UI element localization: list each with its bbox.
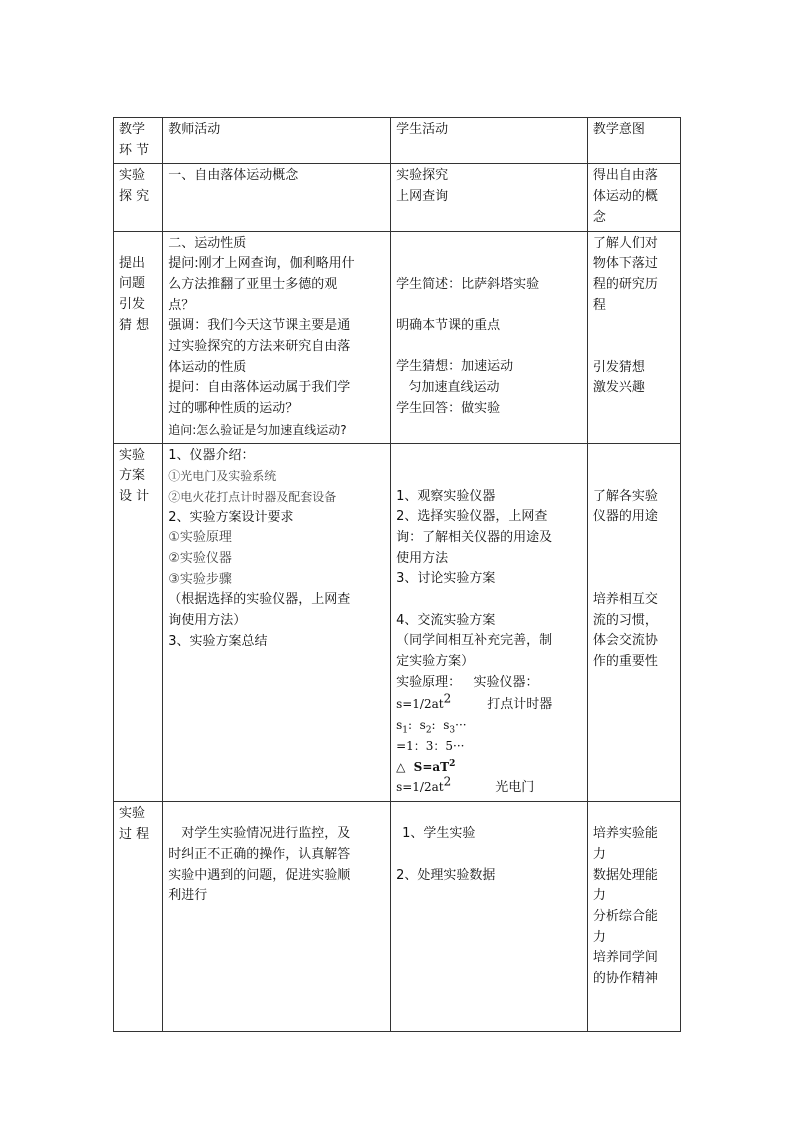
- intent-line: 力: [592, 929, 606, 945]
- header-teacher: [163, 118, 391, 164]
- student-line: 使用方法: [396, 550, 449, 566]
- teacher-line: 1、仪器介绍：: [168, 447, 255, 463]
- delta-formula: △ S=aT: [396, 759, 450, 774]
- stage-line: 实验: [119, 168, 146, 184]
- teacher-cell: [163, 443, 391, 802]
- stage-line: 猜 想: [119, 317, 150, 333]
- student-line: 明确本节课的重点: [396, 317, 501, 333]
- intent-line: 体会交流协: [592, 633, 658, 649]
- row-process: [114, 802, 681, 1032]
- header-teacher-label: 教师活动: [168, 122, 221, 137]
- stage-cell: [114, 802, 163, 1032]
- header-stage-line: 环 节: [119, 142, 150, 158]
- intent-line: 培养同学间: [592, 950, 658, 966]
- student-line: 4、交流实验方案: [396, 612, 496, 628]
- student-line: 实验探究: [396, 168, 449, 184]
- teacher-line: 么方法推翻了亚里士多德的观: [168, 276, 338, 292]
- student-cell: [391, 443, 588, 802]
- teacher-line: 点？: [168, 297, 195, 313]
- teacher-cell: [163, 802, 391, 1032]
- ratio-line: =1：3：5···: [396, 738, 465, 753]
- student-line: 3、讨论实验方案: [396, 571, 496, 587]
- teacher-line: 提问：自由落体运动属于我们学: [168, 380, 351, 396]
- teacher-line: ①实验原理: [168, 530, 232, 546]
- intent-line: 培养实验能: [592, 826, 658, 842]
- header-student: [391, 118, 588, 164]
- intent-cell: [587, 164, 680, 231]
- header-student-label: 学生活动: [396, 122, 449, 137]
- stage-line: 提出: [119, 255, 146, 271]
- intent-line: 了解各实验: [592, 488, 658, 504]
- stage-line: 设 计: [119, 488, 150, 504]
- intent-line: 程: [592, 297, 606, 313]
- teacher-line: ③实验步骤: [168, 571, 232, 587]
- stage-cell: [114, 443, 163, 802]
- stage-line: 实验: [119, 447, 146, 463]
- blank-line: [396, 337, 582, 358]
- blank-line: [593, 569, 675, 590]
- header-stage-line: 教学: [119, 122, 146, 137]
- intent-line: 的协作精神: [592, 971, 658, 987]
- student-line: 学生简述：比萨斜塔实验: [396, 276, 540, 292]
- teacher-line: 过的哪种性质的运动？: [168, 401, 299, 417]
- formula-text: s=1/2at: [396, 696, 444, 711]
- stage-line: 问题: [119, 276, 146, 292]
- blank-line: [593, 549, 675, 570]
- intent-line: 引发猜想: [592, 359, 645, 375]
- intent-line: 作的重要性: [592, 654, 658, 670]
- teacher-line: 体运动的性质: [168, 359, 247, 375]
- intent-line: 激发兴趣: [592, 380, 645, 396]
- teacher-line: 利进行: [168, 888, 208, 904]
- ratio-part: : s: [407, 718, 426, 733]
- header-intent: [587, 118, 680, 164]
- student-line: 询：了解相关仪器的用途及: [396, 529, 553, 545]
- student-line: 匀加速直线运动: [396, 380, 500, 396]
- student-line: 实验原理： 实验仪器：: [396, 674, 539, 690]
- ratio-part: : s: [431, 718, 450, 733]
- blank-line: [396, 590, 582, 611]
- formula-line: $s=1/2at^2$ 光电门: [396, 775, 535, 796]
- stage-line: 引发: [119, 296, 146, 312]
- intent-line: 仪器的用途: [592, 509, 658, 525]
- intent-cell: [587, 231, 680, 443]
- blank-line: [593, 316, 675, 337]
- intent-cell: [587, 802, 680, 1032]
- student-line: 2、处理实验数据: [396, 867, 496, 883]
- intent-line: 物体下落过: [592, 256, 658, 272]
- lesson-plan-table: [113, 117, 681, 1032]
- intent-line: 体运动的概: [592, 189, 658, 205]
- row-design: [114, 443, 681, 802]
- teacher-cell: [163, 164, 391, 231]
- student-line: 定实验方案）: [396, 654, 475, 670]
- teacher-line: 询使用方法）: [168, 613, 247, 629]
- blank-line: [396, 295, 582, 316]
- teacher-line: 时纠正不正确的操作，认真解答: [168, 846, 351, 862]
- intent-line: 了解人们对: [592, 235, 658, 251]
- row-hypothesis: [114, 231, 681, 443]
- student-line: 上网查询: [396, 189, 449, 205]
- row-explore: [114, 164, 681, 231]
- student-line: 1、学生实验: [402, 826, 476, 842]
- intent-line: 流的习惯，: [592, 612, 658, 628]
- teacher-line: 实验中遇到的问题，促进实验顺: [168, 867, 351, 883]
- ratio-line: $s_1$: $s_2$: $s_3\cdot\cdot\cdot$: [396, 718, 467, 736]
- student-line: 学生回答：做实验: [396, 400, 501, 416]
- intent-line: 程的研究历: [592, 276, 658, 292]
- teacher-line: ②实验仪器: [168, 551, 232, 567]
- intent-line: 分析综合能: [592, 908, 658, 924]
- stage-line: 探 究: [119, 189, 150, 205]
- intent-line: 力: [592, 846, 606, 862]
- teacher-line: 追问:怎么验证是匀加速直线运动?: [168, 422, 347, 437]
- student-cell: [391, 164, 588, 231]
- teacher-line: ①光电门及实验系统: [168, 469, 277, 484]
- intent-line: 得出自由落: [592, 168, 658, 184]
- delta-line: △ $S=aT^2$: [396, 758, 456, 774]
- teacher-line: 2、实验方案设计要求: [168, 509, 294, 525]
- stage-line: 过 程: [119, 826, 150, 842]
- blank-line: [396, 845, 582, 866]
- teacher-line: ②电火花打点计时器及配套设备: [168, 489, 337, 504]
- formula-text: s=1/2at: [396, 780, 444, 795]
- teacher-line: 过实验探究的方法来研究自由落: [168, 339, 351, 355]
- intent-line: 数据处理能: [592, 867, 658, 883]
- stage-cell: [114, 231, 163, 443]
- student-line: （同学间相互补充完善，制: [396, 633, 553, 649]
- ratio-part: ···: [455, 718, 467, 733]
- intent-line: 念: [592, 209, 606, 225]
- intent-line: 力: [592, 888, 606, 904]
- stage-line: 方案: [119, 468, 146, 484]
- teacher-cell: [163, 231, 391, 443]
- teacher-line: 提问:刚才上网查询，伽利略用什: [168, 256, 355, 272]
- header-intent-label: 教学意图: [592, 122, 645, 137]
- teacher-line: 3、实验方案总结: [168, 633, 268, 649]
- stage-line: 实验: [119, 806, 146, 822]
- teacher-line: 二、运动性质: [168, 235, 247, 251]
- blank-line: [593, 528, 675, 549]
- header-row: [114, 118, 681, 164]
- ratio-part: s: [396, 718, 403, 733]
- teacher-line: 一、自由落体运动概念: [168, 168, 299, 184]
- student-cell: [391, 231, 588, 443]
- teacher-line: 对学生实验情况进行监控，及: [181, 826, 351, 842]
- formula-line: $s=1/2at^2$ 打点计时器: [396, 691, 553, 712]
- header-stage: [114, 118, 163, 164]
- student-line: 2、选择实验仪器，上网查: [396, 509, 548, 525]
- blank-line: [593, 337, 675, 358]
- intent-line: 培养相互交: [592, 592, 658, 608]
- teacher-line: 强调：我们今天这节课主要是通: [168, 318, 351, 334]
- student-line: 学生猜想：加速运动: [396, 359, 514, 375]
- student-line: 1、观察实验仪器: [396, 488, 496, 504]
- instrument-text: 打点计时器: [487, 696, 553, 712]
- student-cell: [391, 802, 588, 1032]
- intent-cell: [587, 443, 680, 802]
- instrument-text: 光电门: [495, 780, 535, 796]
- stage-cell: [114, 164, 163, 231]
- teacher-line: （根据选择的实验仪器，上网查: [168, 592, 351, 608]
